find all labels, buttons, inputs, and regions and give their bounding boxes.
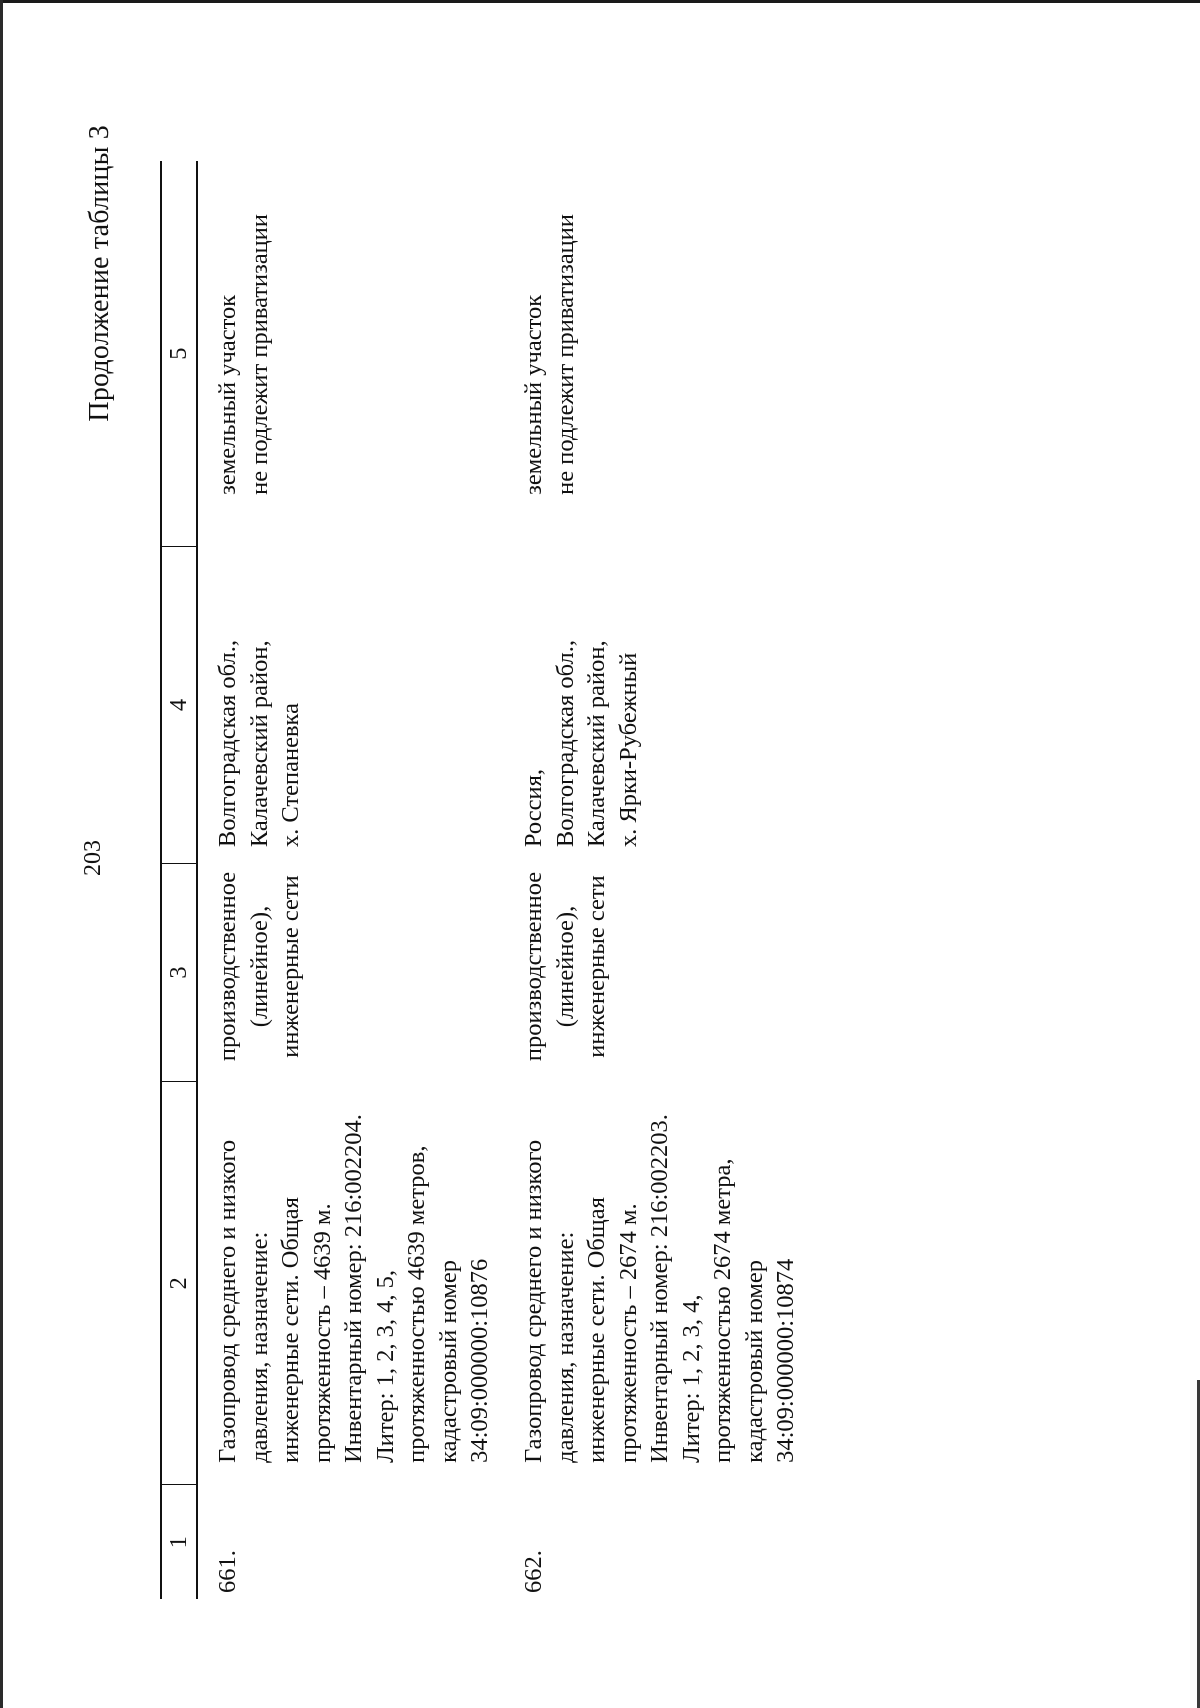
column-header-3: 3 <box>161 863 197 1082</box>
object-note <box>518 161 802 547</box>
property-table <box>160 161 802 1599</box>
description-line: инженерные сети. Общая <box>583 1197 610 1463</box>
description-line: Газопровод среднего и низкого <box>520 1139 547 1463</box>
address-line: Калачевский район, <box>583 640 610 848</box>
row-number: 661. <box>214 1550 241 1593</box>
description-line: Литер: 1, 2, 3, 4, <box>677 1294 705 1463</box>
note-line: земельный участок <box>214 294 241 495</box>
purpose-line: инженерные сети <box>277 875 304 1058</box>
column-header-2: 2 <box>161 1082 197 1485</box>
description-line: кадастровый номер <box>740 1259 768 1463</box>
address-line: Волгоградская обл., <box>214 640 241 848</box>
column-header-5: 5 <box>161 161 197 547</box>
object-note <box>197 161 518 547</box>
address-line: Калачевский район, <box>245 640 273 848</box>
address-line: х. Степаневка <box>277 703 304 848</box>
object-address <box>518 547 802 863</box>
description-line: 34:09:000000:10874 <box>772 1258 799 1463</box>
purpose-line: (линейное), <box>245 905 273 1028</box>
object-description <box>518 1082 802 1485</box>
description-line: Газопровод среднего и низкого <box>214 1139 241 1463</box>
description-line: Литер: 1, 2, 3, 4, 5, <box>371 1270 399 1463</box>
column-header-1: 1 <box>161 1485 197 1599</box>
purpose-line: производственное <box>214 871 241 1062</box>
description-line: протяженностью 4639 метров, <box>403 1145 430 1463</box>
description-line: протяженность – 2674 м. <box>614 1203 642 1463</box>
address-line: Волгоградская обл., <box>551 640 579 848</box>
page-number: 203 <box>80 840 106 876</box>
purpose-line: производственное <box>520 871 547 1062</box>
description-line: протяженность – 4639 м. <box>308 1203 336 1463</box>
description-line: протяженностью 2674 метра, <box>709 1158 736 1463</box>
address-line: х. Ярки-Рубежный <box>614 652 642 848</box>
column-header-4: 4 <box>161 547 197 863</box>
table-header <box>161 161 197 1599</box>
description-line: давления, назначение: <box>551 1231 579 1463</box>
row-number: 662. <box>520 1550 547 1593</box>
description-line: кадастровый номер <box>434 1259 462 1463</box>
description-line: Инвентарный номер: 216:002203. <box>646 1114 673 1463</box>
purpose-line: инженерные сети <box>583 875 610 1058</box>
description-line: инженерные сети. Общая <box>277 1197 304 1463</box>
note-line: земельный участок <box>520 294 547 495</box>
description-line: давления, назначение: <box>245 1231 273 1463</box>
object-purpose <box>518 863 802 1082</box>
purpose-line: (линейное), <box>551 905 579 1028</box>
note-line: не подлежит приватизации <box>551 213 579 495</box>
object-address <box>197 547 518 863</box>
object-purpose <box>197 863 518 1082</box>
description-line: Инвентарный номер: 216:002204. <box>340 1114 367 1463</box>
table-row <box>197 161 518 1599</box>
note-line: не подлежит приватизации <box>245 213 273 495</box>
table-row <box>518 161 802 1599</box>
description-line: 34:09:000000:10876 <box>466 1258 493 1463</box>
address-line: Россия, <box>520 768 547 848</box>
table-caption: Продолжение таблицы 3 <box>84 125 115 422</box>
object-description <box>197 1082 518 1485</box>
